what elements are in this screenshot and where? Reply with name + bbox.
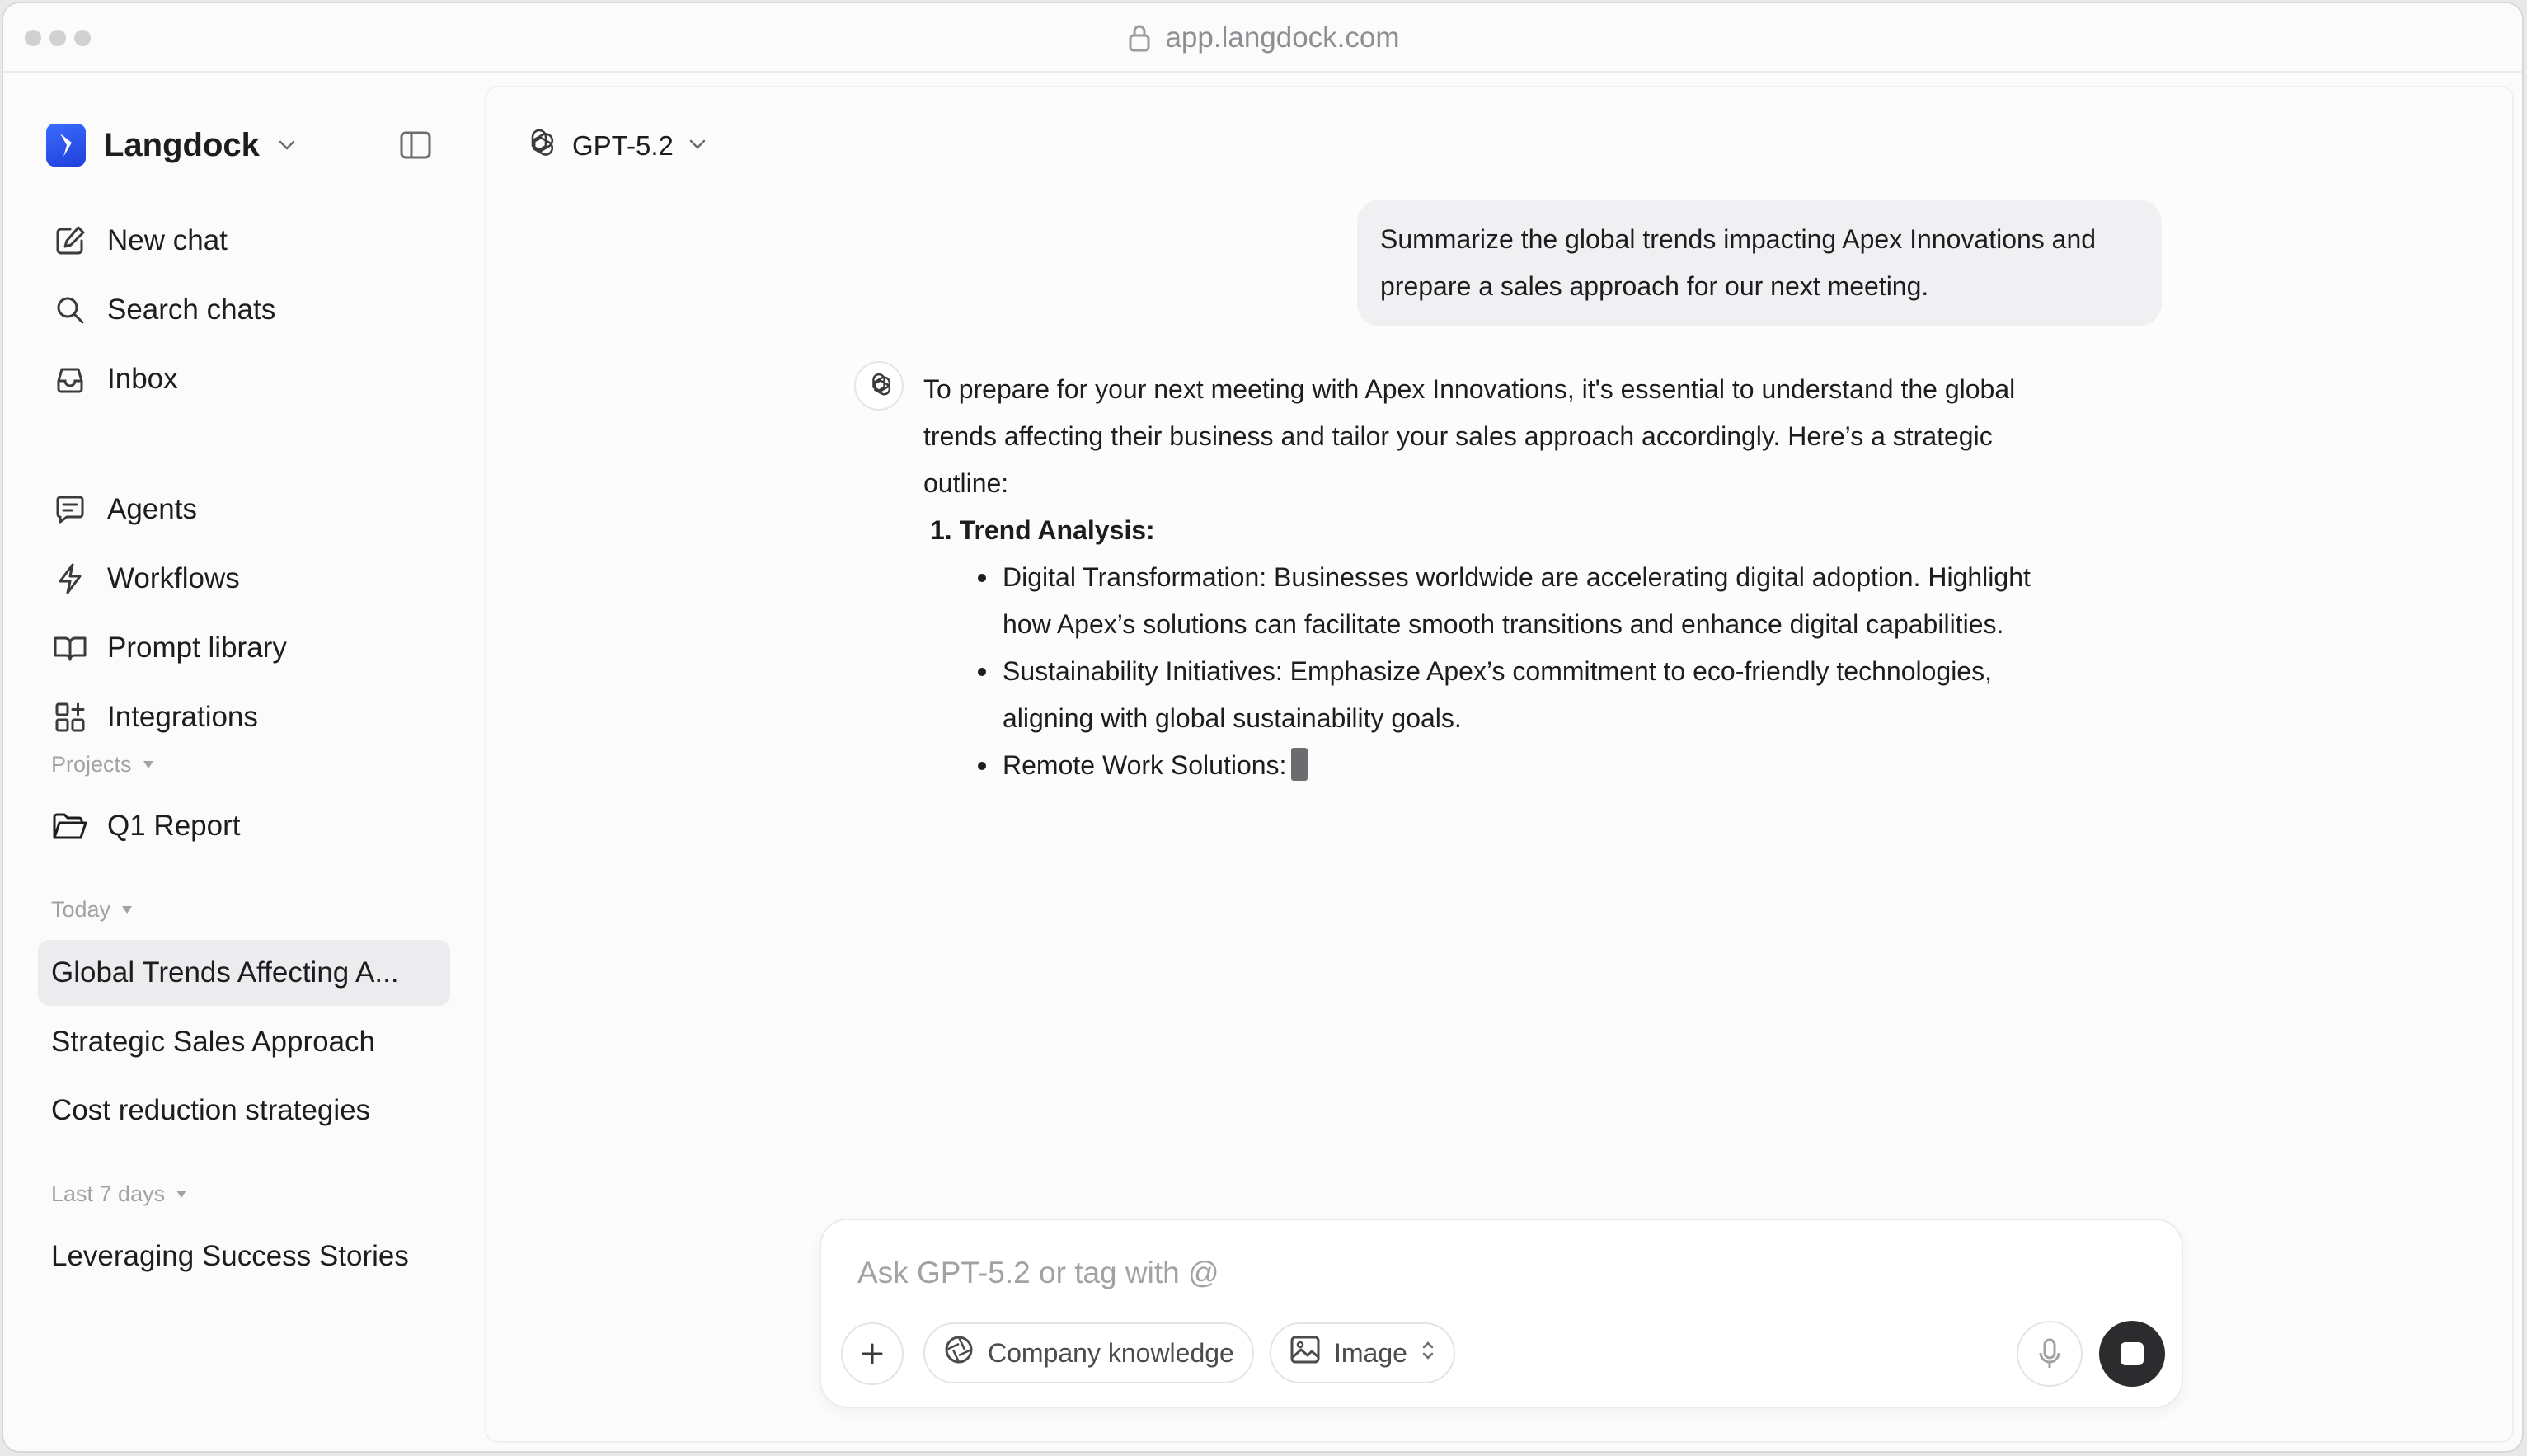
today-section-toggle[interactable] (51, 897, 132, 923)
sidebar-toggle-button[interactable] (397, 127, 434, 163)
chat-history-item[interactable] (38, 940, 450, 1006)
message-composer (820, 1219, 2183, 1408)
caret-down-icon (176, 1191, 186, 1198)
add-attachment-button[interactable] (841, 1322, 904, 1385)
nav-label: Inbox (107, 363, 178, 395)
voice-input-button[interactable] (2017, 1321, 2083, 1387)
assistant-avatar (854, 361, 904, 411)
chat-panel (485, 86, 2514, 1443)
nav-inbox[interactable] (36, 345, 457, 414)
nav-workflows[interactable] (36, 544, 457, 613)
project-label: Q1 Report (107, 810, 241, 842)
nav-label: Search chats (107, 294, 276, 326)
bullet-line: Digital Transformation: Businesses worldwide are accelerating digital adoption. Highlight (1003, 562, 2031, 592)
stop-generating-button[interactable] (2099, 1321, 2165, 1387)
model-name: GPT-5.2 (572, 130, 674, 161)
section-label: Last 7 days (51, 1181, 166, 1206)
section-label: Today (51, 897, 111, 922)
bullet-list (923, 554, 2177, 789)
nav-integrations[interactable] (36, 683, 457, 752)
openai-icon (521, 126, 557, 167)
list-heading-text: Trend Analysis: (959, 515, 1155, 545)
openai-icon (864, 371, 894, 401)
caret-down-icon (143, 761, 153, 768)
chat-history-item[interactable] (38, 1009, 450, 1075)
search-icon (51, 291, 89, 329)
company-knowledge-label: Company knowledge (988, 1337, 1234, 1368)
caret-down-icon (122, 906, 132, 914)
chat-history-item[interactable] (38, 1224, 450, 1289)
response-line: trends affecting their business and tailor your sales approach accordingly. Here’s a strategic (923, 421, 1993, 451)
chevron-up-down-icon (1421, 1338, 1435, 1369)
chat-history-item[interactable] (38, 1078, 450, 1144)
browser-toolbar (3, 3, 2522, 73)
list-number: 1. (930, 515, 952, 545)
chat-title: Strategic Sales Approach (51, 1026, 376, 1058)
image-label: Image (1334, 1337, 1407, 1368)
bullet-line: how Apex’s solutions can facilitate smooth transitions and enhance digital capabilities. (1003, 609, 2004, 639)
nav-agents[interactable] (36, 475, 457, 544)
nav-search-chats[interactable] (36, 275, 457, 345)
list-item-heading (923, 507, 2177, 554)
address-bar[interactable] (3, 21, 2522, 54)
grid-plus-icon (51, 698, 89, 736)
nav-new-chat[interactable] (36, 206, 457, 275)
nav-label: New chat (107, 224, 228, 256)
message-input[interactable] (857, 1250, 2094, 1296)
sidebar (3, 74, 485, 1451)
projects-section-toggle[interactable] (51, 752, 153, 777)
user-message (1357, 200, 2162, 326)
url-text: app.langdock.com (1165, 21, 1400, 54)
book-icon (51, 629, 89, 667)
bullet-line: aligning with global sustainability goals. (1003, 703, 1462, 733)
nav-prompt-library[interactable] (36, 613, 457, 683)
response-line: outline: (923, 468, 1009, 498)
plus-icon (860, 1341, 885, 1366)
microphone-icon (2037, 1337, 2062, 1370)
nav-label: Workflows (107, 562, 240, 594)
nav-label: Prompt library (107, 632, 287, 664)
bullet-line: Remote Work Solutions: (1003, 750, 1287, 780)
stop-icon (2121, 1342, 2144, 1365)
app-window (2, 2, 2524, 1453)
image-mode-button[interactable] (1270, 1322, 1455, 1383)
primary-nav (36, 206, 457, 414)
bullet-line: Sustainability Initiatives: Emphasize Apex’s commitment to eco-friendly technologies, (1003, 656, 1992, 686)
inbox-icon (51, 360, 89, 398)
lock-icon (1125, 21, 1153, 54)
message-line: Summarize the global trends impacting Apex Innovations and (1380, 224, 2097, 254)
chat-title: Global Trends Affecting A... (51, 956, 399, 989)
folder-icon (51, 807, 89, 845)
company-knowledge-button[interactable] (923, 1322, 1254, 1383)
message-line: prepare a sales approach for our next meeting. (1380, 271, 1929, 301)
chevron-down-icon (278, 134, 299, 156)
bullet-item (970, 554, 2177, 648)
nav-label: Integrations (107, 701, 258, 733)
chat-title: Cost reduction strategies (51, 1094, 371, 1126)
bullet-item (970, 742, 2177, 789)
edit-icon (51, 222, 89, 260)
last7-section-toggle[interactable] (51, 1181, 186, 1207)
sidebar-panel-icon (399, 130, 432, 160)
langdock-logo-icon (46, 124, 86, 167)
bullet-item (970, 648, 2177, 742)
chevron-down-icon (688, 139, 707, 154)
response-line: To prepare for your next meeting with Apex Innovations, it's essential to understand the global (923, 374, 2016, 404)
tools-nav (36, 475, 457, 752)
assistant-response (923, 366, 2177, 789)
image-icon (1289, 1335, 1321, 1371)
model-selector[interactable] (521, 124, 707, 168)
projects-list (36, 791, 457, 861)
agents-icon (51, 491, 89, 528)
streaming-cursor (1291, 748, 1308, 781)
nav-label: Agents (107, 493, 197, 525)
chat-title: Leveraging Success Stories (51, 1240, 409, 1272)
workspace-name: Langdock (104, 126, 260, 163)
aperture-icon (943, 1334, 975, 1372)
section-label: Projects (51, 752, 132, 777)
project-item[interactable] (36, 791, 457, 861)
workspace-switcher[interactable] (46, 120, 299, 170)
lightning-icon (51, 560, 89, 598)
